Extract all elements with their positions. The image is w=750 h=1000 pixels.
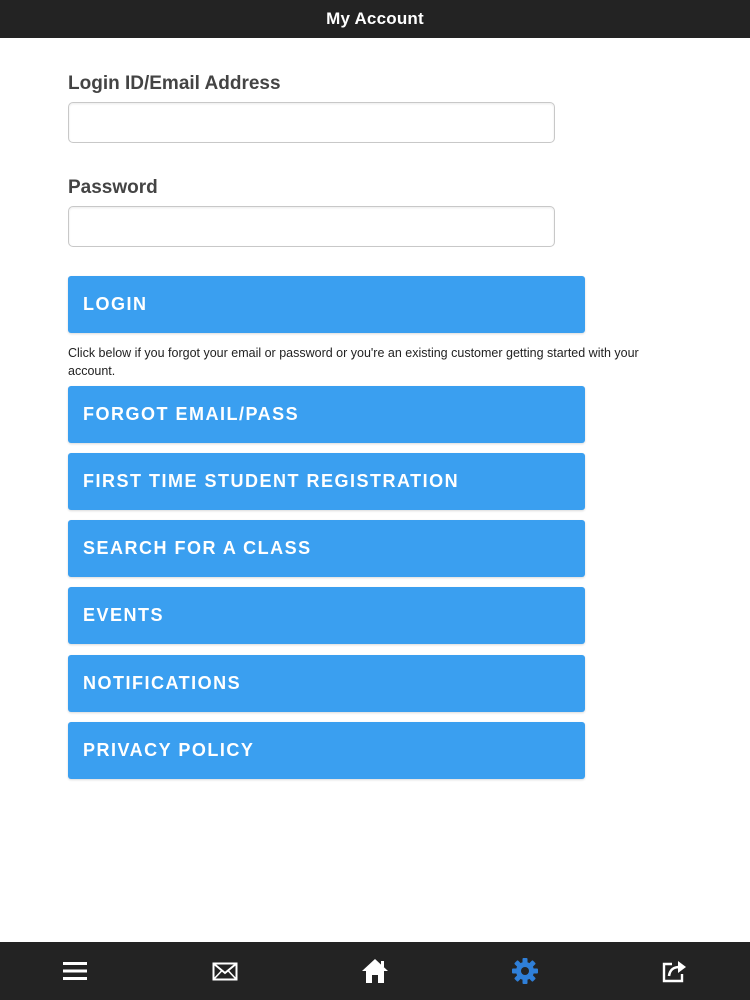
privacy-policy-button[interactable]: PRIVACY POLICY bbox=[68, 722, 585, 779]
search-class-button[interactable]: SEARCH FOR A CLASS bbox=[68, 520, 585, 577]
password-input[interactable] bbox=[68, 206, 555, 247]
helper-text: Click below if you forgot your email or password or you're an existing customer getting started with your account. bbox=[68, 346, 639, 378]
gear-icon bbox=[511, 957, 539, 985]
tab-settings[interactable] bbox=[450, 942, 600, 1000]
share-icon bbox=[662, 959, 688, 983]
menu-icon bbox=[62, 961, 88, 981]
login-id-input[interactable] bbox=[68, 102, 555, 143]
mail-icon bbox=[212, 962, 238, 981]
home-icon bbox=[361, 958, 389, 984]
events-button[interactable]: EVENTS bbox=[68, 587, 585, 644]
title-bar bbox=[0, 0, 750, 38]
password-label: Password bbox=[68, 177, 158, 198]
login-id-label: Login ID/Email Address bbox=[68, 73, 281, 94]
tab-home[interactable] bbox=[300, 942, 450, 1000]
tab-menu[interactable] bbox=[0, 942, 150, 1000]
forgot-email-pass-button[interactable]: FORGOT EMAIL/PASS bbox=[68, 386, 585, 443]
first-time-registration-button[interactable]: FIRST TIME STUDENT REGISTRATION bbox=[68, 453, 585, 510]
bottom-tab-bar bbox=[0, 942, 750, 1000]
tab-mail[interactable] bbox=[150, 942, 300, 1000]
tab-share[interactable] bbox=[600, 942, 750, 1000]
login-button[interactable]: LOGIN bbox=[68, 276, 585, 333]
notifications-button[interactable]: NOTIFICATIONS bbox=[68, 655, 585, 712]
page-title: My Account bbox=[326, 9, 424, 28]
